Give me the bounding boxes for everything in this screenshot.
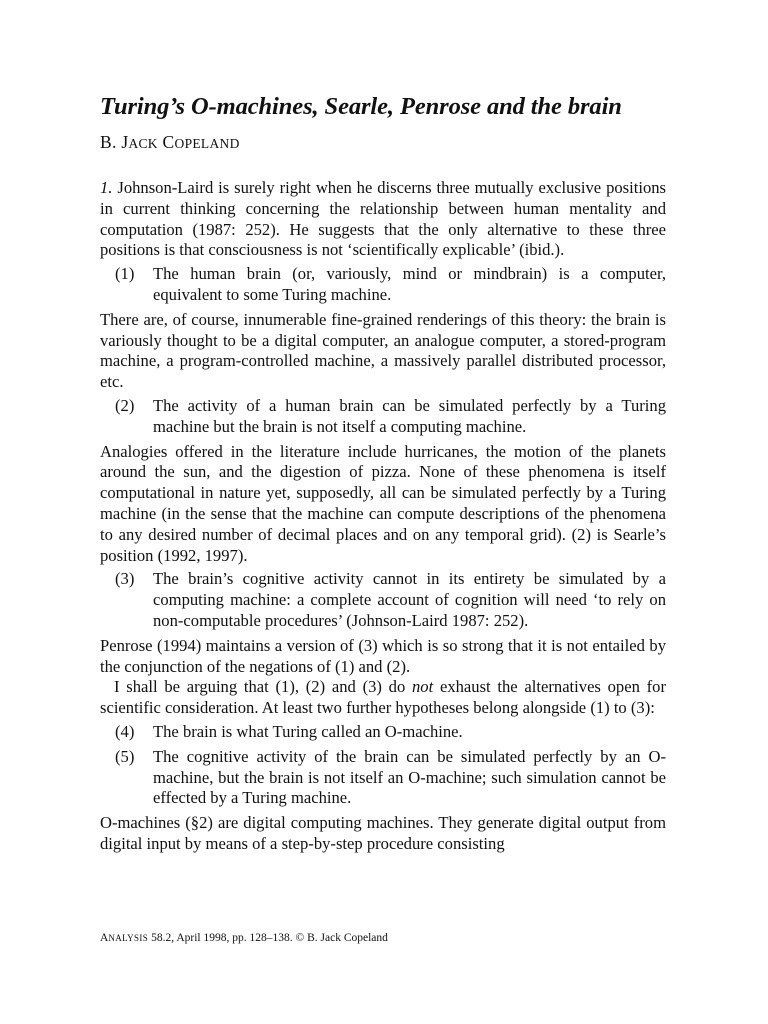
hypothesis-number: (2)	[115, 395, 135, 415]
hypothesis-4	[115, 722, 666, 743]
author-name: B. JACK COPELAND	[100, 132, 240, 152]
hypothesis-1	[115, 264, 666, 306]
section-number: 1.	[100, 178, 113, 197]
article-page	[100, 92, 666, 855]
hypothesis-text: The brain’s cognitive activity cannot in its entirety be simulated by a computing machine: a complete account of cognition will need ‘to rely on non-computable procedures’ (Johnson-Laird 1987: 252).	[153, 569, 666, 630]
paragraph-4: Penrose (1994) maintains a version of (3) which is so strong that it is not entailed by the conjunction of the negations of (1) and (2).	[100, 635, 666, 676]
paragraph-3: Analogies offered in the literature include hurricanes, the motion of the planets around the sun, and the digestion of pizza. None of these phenomena is itself computational in nature yet, supposedly, all can be simulated perfectly by a Turing machine (in the sense that the machine can compute descriptions of the phenomena to any desired number of decimal places and on any temporal grid). (2) is Searle’s position (1992, 1997).	[100, 441, 666, 565]
paragraph-6: O-machines (§2) are digital computing machines. They generate digital output from digital input by means of a step-by-step procedure consisting	[100, 813, 666, 853]
paragraph-5: I shall be arguing that (1), (2) and (3) do not exhaust the alternatives open for scientific consideration. At least two further hypotheses belong alongside (1) to (3):	[100, 677, 666, 718]
hypothesis-number: (4)	[115, 721, 135, 741]
page-footer-citation: ANALYSIS 58.2, April 1998, pp. 128–138. © B. Jack Copeland	[100, 932, 388, 944]
hypothesis-number: (1)	[115, 264, 135, 284]
hypothesis-5	[115, 747, 666, 809]
hypothesis-text: The cognitive activity of the brain can be simulated perfectly by an O-machine, but the brain is not itself an O-machine; such simulation cannot be effected by a Turing machine.	[153, 746, 666, 808]
hypothesis-text: The brain is what Turing called an O-machine.	[153, 721, 463, 741]
hypothesis-text: The human brain (or, variously, mind or mindbrain) is a computer, equivalent to some Turing machine.	[153, 264, 666, 304]
hypothesis-number: (3)	[115, 569, 135, 589]
article-title: Turing’s O-machines, Searle, Penrose and the brain	[100, 93, 622, 120]
hypothesis-number: (5)	[115, 746, 135, 766]
paragraph-2: There are, of course, innumerable fine-grained renderings of this theory: the brain is variously thought to be a digital computer, an analogue computer, a stored-program machine, a program-controlled machine, a massively parallel distributed processor, etc.	[100, 309, 666, 392]
paragraph-1: 1. Johnson-Laird is surely right when he discerns three mutually exclusive positions in current thinking concerning the relationship between human mentality and computation (1987: 252). He suggests that the only alternative to these three positions is that consciousness is not ‘scientifically explicable’ (ibid.).	[100, 178, 666, 260]
hypothesis-3	[115, 569, 666, 631]
hypothesis-text: The activity of a human brain can be simulated perfectly by a Turing machine but the brain is not itself a computing machine.	[153, 395, 666, 436]
hypothesis-2	[115, 396, 666, 438]
